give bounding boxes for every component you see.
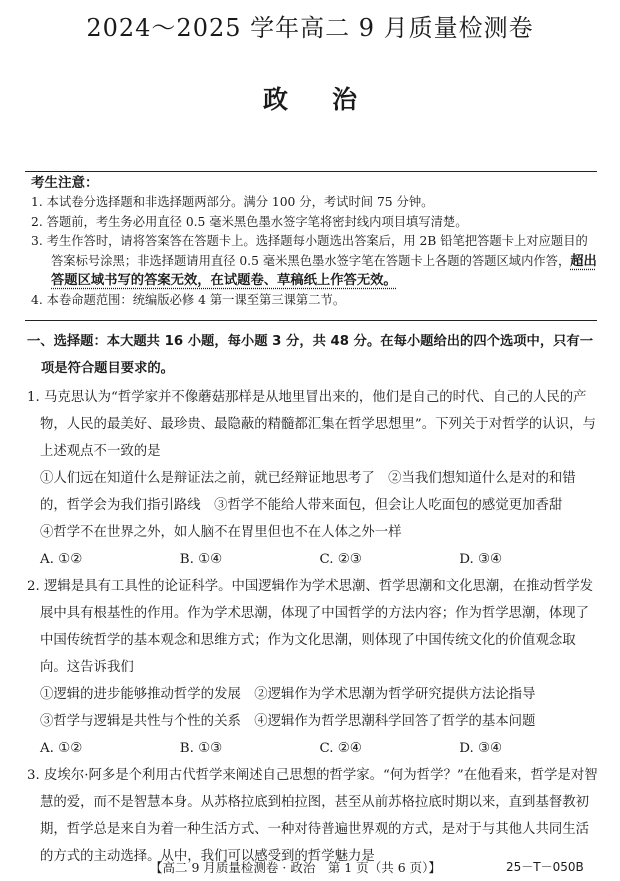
question-statements: ③哲学与逻辑是共性与个性的关系 ④逻辑作为哲学思潮科学回答了哲学的基本问题 xyxy=(40,714,536,729)
footer-code: 25－T－050B xyxy=(506,860,584,874)
choice-d: D. ③④ xyxy=(459,741,503,756)
notice-item: 4. 本卷命题范围：统编版必修 4 第一课至第三课第二节。 xyxy=(31,292,346,307)
question-stem: 2. 逻辑是具有工具性的论证科学。中国逻辑作为学术思潮、哲学思潮和文化思潮，在推动哲学发展中具有根基性的作用。作为学术思潮，体现了中国哲学的方法内容；作为哲学思潮，体现了中国传统哲学的基本观念和思维方式；作为文化思潮，则体现了中国传统文化的价值观念取向。这告诉我们 xyxy=(27,579,594,675)
footer-page-info: 【高二 9 月质量检测卷 · 政治 第 1 页（共 6 页）】 xyxy=(150,860,441,875)
choice-b: B. ①④ xyxy=(179,552,223,567)
question-statements: ①人们远在知道什么是辩证法之前，就已经辩证地思考了 ②当我们想知道什么是对的和错的，哲学会为我们指引路线 ③哲学不能给人带来面包，但会让人吃面包的感觉更加香甜 xyxy=(40,471,576,513)
question-stem: 1. 马克思认为“哲学家并不像蘑菇那样是从地里冒出来的，他们是自己的时代、自己的人民的产物，人民的最美好、最珍贵、最隐蔽的精髓都汇集在哲学思想里”。下列关于对哲学的认识，与上述观点不一致的是 xyxy=(27,390,596,459)
notice-item: 2. 答题前，考生务必用直径 0.5 毫米黑色墨水签字笔将密封线内项目填写清楚。 xyxy=(31,214,468,229)
question-2 xyxy=(27,573,599,762)
notice-emphasis: 超出答题区域书写的答案无效，在试题卷、草稿纸上作答无效。 xyxy=(51,253,597,288)
choice-b: B. ①③ xyxy=(179,741,223,756)
question-3 xyxy=(27,762,599,870)
section-heading: 一、选择题：本大题共 16 小题，每小题 3 分，共 48 分。在每小题给出的四个选项中，只有一项是符合题目要求的。 xyxy=(27,334,594,376)
subject-title: 政治 xyxy=(262,85,401,114)
notice-box xyxy=(31,174,597,310)
notice-top-rule xyxy=(25,171,597,172)
notice-bottom-rule xyxy=(25,320,597,321)
question-stem: 3. 皮埃尔·阿多是个利用古代哲学来阐述自己思想的哲学家。“何为哲学？”在他看来，哲学是对智慧的爱，而不是智慧本身。从苏格拉底到柏拉图，甚至从前苏格拉底时期以来，直到基督教初期，哲学总是来自为着一种生活方式、一种对待普遍世界观的方式，是对于与其他人共同生活的方式的主动选择。从中，我们可以感受到的哲学魅力是 xyxy=(27,768,598,864)
questions-area xyxy=(27,328,599,870)
notice-item-text: 3. 考生作答时，请将答案答在答题卡上。选择题每小题选出答案后，用 2B 铅笔把答题卡上对应题目的答案标号涂黑；非选择题请用直径 0.5 毫米黑色墨水签字笔在答题卡上各题的答题区域内作答， xyxy=(31,234,588,268)
question-statements: ①逻辑的进步能够推动哲学的发展 ②逻辑作为学术思潮为哲学研究提供方法论指导 xyxy=(40,687,536,702)
notice-heading: 考生注意： xyxy=(31,175,99,191)
question-1 xyxy=(27,384,599,573)
notice-list xyxy=(31,193,597,310)
notice-item: 1. 本试卷分选择题和非选择题两部分。满分 100 分，考试时间 75 分钟。 xyxy=(31,195,434,209)
choice-a: A. ①② xyxy=(40,741,83,756)
choice-c: C. ②④ xyxy=(319,741,362,756)
answer-choices xyxy=(27,546,599,573)
choice-c: C. ②③ xyxy=(319,552,362,567)
notice-item xyxy=(31,232,597,291)
question-statements: ④哲学不在世界之外，如人脑不在胃里但也不在人体之外一样 xyxy=(40,525,402,540)
exam-title: 2024～2025 学年高二 9 月质量检测卷 xyxy=(86,14,534,42)
choice-d: D. ③④ xyxy=(459,552,503,567)
answer-choices xyxy=(27,735,599,762)
choice-a: A. ①② xyxy=(40,552,83,567)
